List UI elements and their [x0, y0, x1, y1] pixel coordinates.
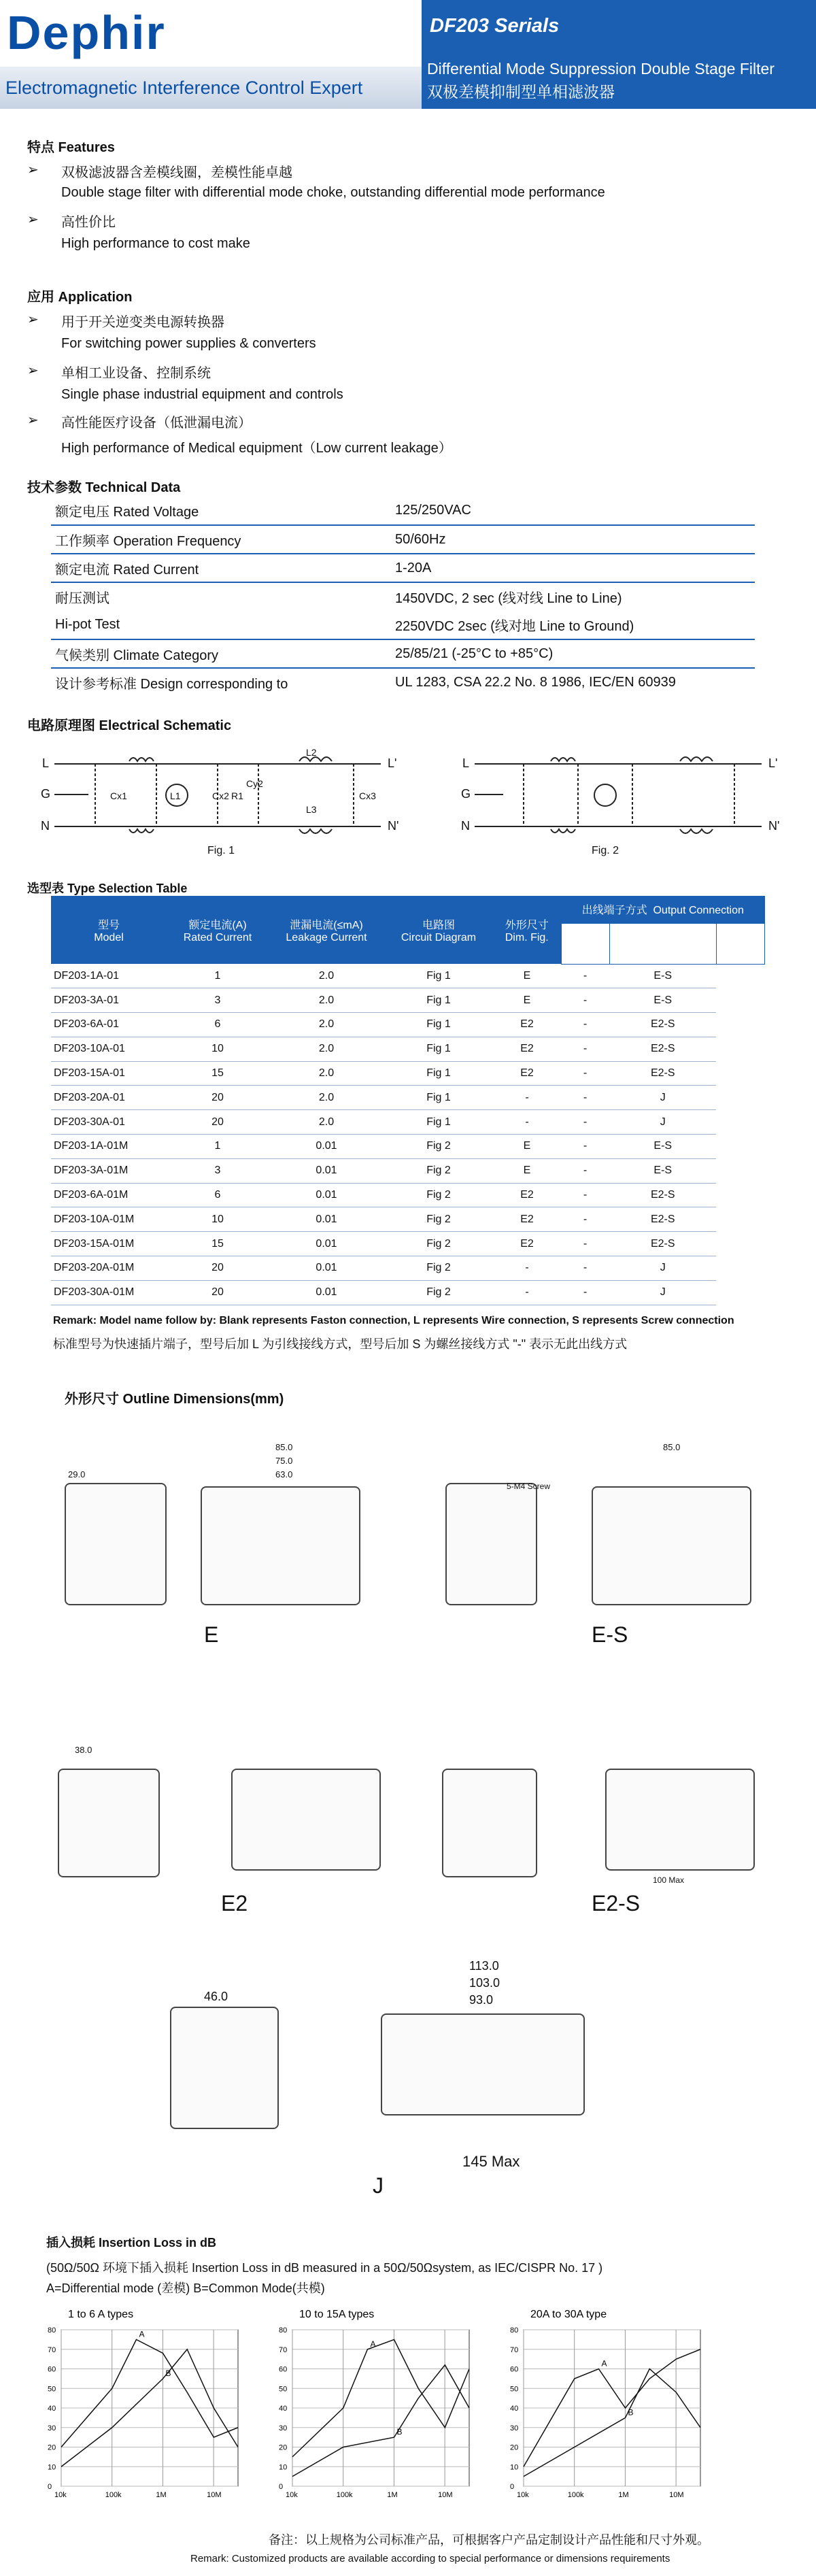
sch1-l3: L3 [306, 804, 317, 815]
y-tick-label: 40 [279, 2405, 288, 2413]
table-cell: - [561, 1232, 609, 1256]
sch1-cx1: Cx1 [110, 790, 127, 801]
y-tick-label: 20 [510, 2443, 519, 2452]
application-3-cn: 高性能医疗设备（低泄漏电流） [61, 416, 252, 431]
table-cell: DF203-20A-01M [51, 1256, 167, 1281]
table-cell: 0.01 [269, 1158, 384, 1183]
table-cell: - [561, 964, 609, 988]
spec-label: Hi-pot Test [55, 617, 120, 632]
table-row [51, 1086, 765, 1110]
y-tick-label: 70 [510, 2345, 519, 2354]
selection-table [51, 896, 765, 1305]
table-cell: DF203-3A-01M [51, 1158, 167, 1183]
dim-label-e2s: E2-S [592, 1891, 641, 1916]
x-tick-label: 10M [438, 2491, 453, 2499]
application-title: 应用 Application [27, 290, 133, 305]
spec-label: 设计参考标准 Design corresponding to [55, 677, 288, 692]
es-side-view [445, 1483, 537, 1605]
sch1-lp: L' [388, 756, 397, 770]
x-tick-label: 1M [618, 2491, 629, 2499]
table-cell: E2 [493, 1207, 561, 1232]
th-model-en: Model [94, 931, 124, 943]
y-tick-label: 0 [510, 2483, 515, 2491]
th-leak-en: Leakage Current [286, 931, 367, 943]
table-cell: - [561, 1037, 609, 1061]
table-row [51, 1232, 765, 1256]
sch1-g: G [41, 787, 51, 801]
x-tick-label: 1M [387, 2491, 398, 2499]
table-cell: 20 [167, 1086, 269, 1110]
schematic-title: 电路原理图 Electrical Schematic [27, 718, 232, 733]
application-1-cn: 用于开关逆变类电源转换器 [61, 315, 224, 330]
series-label: B [628, 2407, 634, 2418]
table-cell: Fig 1 [384, 1110, 493, 1135]
bullet-icon: ➢ [27, 363, 39, 378]
table-cell: DF203-30A-01 [51, 1110, 167, 1135]
feature-2-cn: 高性价比 [61, 215, 116, 230]
th-current-en: Rated Current [183, 931, 252, 943]
table-cell: E [493, 1135, 561, 1159]
footer-en: Remark: Customized products are available according to special performance or dimensions requirements [190, 2553, 670, 2564]
spec-value: 25/85/21 (-25°C to +85°C) [395, 646, 554, 661]
table-cell: 0.01 [269, 1135, 384, 1159]
x-tick-label: 100k [105, 2491, 122, 2499]
bullet-icon: ➢ [27, 312, 39, 327]
y-tick-label: 50 [279, 2385, 288, 2394]
table-cell: E-S [609, 1158, 716, 1183]
table-cell: E2-S [609, 1037, 716, 1061]
table-cell: - [493, 1280, 561, 1305]
table-cell: 2.0 [269, 988, 384, 1013]
table-cell: Fig 1 [384, 1037, 493, 1061]
application-2-en: Single phase industrial equipment and controls [61, 387, 343, 402]
table-row [51, 988, 765, 1013]
table-cell: 3 [167, 1158, 269, 1183]
fig1-label: Fig. 1 [207, 845, 235, 856]
table-row [51, 1158, 765, 1183]
table-cell: 2.0 [269, 964, 384, 988]
table-cell: J [609, 1110, 716, 1135]
table-cell: DF203-15A-01 [51, 1061, 167, 1086]
sch1-l: L [42, 756, 50, 770]
table-cell: 2.0 [269, 1086, 384, 1110]
table-cell: - [561, 1256, 609, 1281]
table-row [51, 1183, 765, 1207]
table-row [51, 1280, 765, 1305]
y-tick-label: 0 [48, 2483, 52, 2491]
table-cell: 2.0 [269, 1037, 384, 1061]
y-tick-label: 30 [279, 2424, 288, 2432]
y-tick-label: 20 [48, 2443, 56, 2452]
table-cell: Fig 2 [384, 1232, 493, 1256]
footer-cn: 备注：以上规格为公司标准产品，可根据客户产品定制设计产品性能和尺寸外观。 [269, 2533, 709, 2547]
x-tick-label: 10M [207, 2491, 222, 2499]
table-cell: - [561, 1158, 609, 1183]
series-label: B [396, 2427, 403, 2437]
series-label: A [601, 2358, 607, 2369]
dim-38: 38.0 [75, 1745, 92, 1755]
j-top-view [381, 2013, 585, 2115]
screw-icon: ▦ [716, 923, 764, 964]
bullet-icon: ➢ [27, 413, 39, 428]
company-logo: Dephir [7, 6, 166, 59]
th-dim-en: Dim. Fig. [505, 931, 549, 943]
feature-1-cn: 双极滤波器含差模线圈，差模性能卓越 [61, 165, 292, 180]
y-tick-label: 60 [510, 2365, 519, 2374]
table-cell: Fig 2 [384, 1280, 493, 1305]
table-cell: - [493, 1110, 561, 1135]
x-tick-label: 100k [336, 2491, 353, 2499]
table-cell: Fig 1 [384, 964, 493, 988]
table-cell: 20 [167, 1256, 269, 1281]
spec-value: 125/250VAC [395, 503, 471, 518]
sch2-np: N' [768, 819, 780, 833]
table-cell: - [561, 1135, 609, 1159]
series-line-B [524, 2369, 700, 2477]
dim-label-j: J [373, 2173, 384, 2198]
table-cell: DF203-30A-01M [51, 1280, 167, 1305]
table-cell: E2 [493, 1232, 561, 1256]
bullet-icon: ➢ [27, 212, 39, 227]
series-line-A [292, 2339, 469, 2457]
table-cell: Fig 2 [384, 1207, 493, 1232]
x-tick-label: 100k [567, 2491, 584, 2499]
table-row [51, 1037, 765, 1061]
th-model-cn: 型号 [97, 919, 120, 931]
dim-label-es: E-S [592, 1622, 628, 1647]
dim-93: 93.0 [469, 1993, 494, 2007]
dims-title: 外形尺寸 Outline Dimensions(mm) [65, 1392, 284, 1407]
selection-title: 选型表 Type Selection Table [27, 882, 188, 895]
table-cell: J [609, 1280, 716, 1305]
application-3-en: High performance of Medical equipment（Low current leakage） [61, 441, 452, 456]
series-label: B [165, 2368, 171, 2378]
tagline: Electromagnetic Interference Control Expert [0, 67, 422, 109]
sch1-cx3: Cx3 [359, 790, 376, 801]
sch1-cx2: Cx2 [212, 790, 229, 801]
spec-label: 额定电压 Rated Voltage [55, 505, 199, 520]
page-header [0, 0, 816, 109]
e2s-top-view [605, 1769, 755, 1871]
th-leak-cn: 泄漏电流(≤mA) [290, 919, 363, 931]
y-tick-label: 60 [279, 2365, 288, 2374]
table-row [51, 964, 765, 988]
table-cell: DF203-6A-01 [51, 1013, 167, 1037]
table-cell: E2-S [609, 1207, 716, 1232]
table-cell: 10 [167, 1037, 269, 1061]
series-line-B [292, 2365, 469, 2477]
selection-remark-cn: 标准型号为快速插片端子，型号后加 L 为引线接线方式，型号后加 S 为螺丝接线方式 "-" 表示无此出线方式 [53, 1337, 628, 1351]
dim-29: 29.0 [68, 1469, 86, 1479]
insertion-title: 插入损耗 Insertion Loss in dB [46, 2236, 217, 2249]
table-cell: 1 [167, 964, 269, 988]
table-cell: Fig 1 [384, 1013, 493, 1037]
y-tick-label: 70 [48, 2345, 56, 2354]
table-cell: Fig 1 [384, 1086, 493, 1110]
table-cell: E [493, 1158, 561, 1183]
bullet-icon: ➢ [27, 163, 39, 178]
wire-icon: ⏚ [609, 923, 716, 964]
spec-value: 2250VDC 2sec (线对地 Line to Ground) [395, 619, 634, 634]
table-cell: 1 [167, 1135, 269, 1159]
table-cell: E [493, 988, 561, 1013]
table-cell: - [493, 1256, 561, 1281]
sch2-g: G [461, 787, 471, 801]
table-cell: 20 [167, 1110, 269, 1135]
series-line-A [61, 2339, 238, 2447]
table-cell: 6 [167, 1013, 269, 1037]
table-row [51, 1135, 765, 1159]
product-subtitle [422, 53, 816, 109]
subtitle-cn: 双极差模抑制型单相滤波器 [427, 83, 615, 101]
table-cell: 0.01 [269, 1256, 384, 1281]
table-cell: E2 [493, 1037, 561, 1061]
x-tick-label: 10M [669, 2491, 684, 2499]
table-cell: Fig 2 [384, 1158, 493, 1183]
selection-remark-en: Remark: Model name follow by: Blank represents Faston connection, L represents Wire connection, S represents Screw connection [53, 1315, 734, 1326]
table-cell: 15 [167, 1061, 269, 1086]
table-cell: - [561, 1086, 609, 1110]
sch2-lp: L' [768, 756, 778, 770]
table-cell: J [609, 1256, 716, 1281]
insertion-modes: A=Differential mode (差模) B=Common Mode(共模) [46, 2281, 325, 2295]
e2-side-view [58, 1769, 160, 1877]
table-cell: - [493, 1086, 561, 1110]
y-tick-label: 50 [510, 2385, 519, 2394]
features-title: 特点 Features [27, 140, 115, 155]
table-cell: Fig 1 [384, 988, 493, 1013]
spec-label: 额定电流 Rated Current [55, 562, 199, 578]
table-cell: Fig 2 [384, 1135, 493, 1159]
table-cell: - [561, 1110, 609, 1135]
y-tick-label: 0 [279, 2483, 284, 2491]
dim-63: 63.0 [275, 1469, 293, 1479]
th-output-cn: 出线端子方式 [581, 905, 647, 917]
spec-value: 1-20A [395, 560, 432, 575]
dim-75: 75.0 [275, 1456, 293, 1466]
table-cell: 15 [167, 1232, 269, 1256]
spec-label: 工作频率 Operation Frequency [55, 533, 241, 549]
table-cell: DF203-1A-01M [51, 1135, 167, 1159]
application-1-en: For switching power supplies & converters [61, 336, 316, 351]
series-label: A [139, 2329, 145, 2339]
table-cell: E2 [493, 1061, 561, 1086]
table-cell: 2.0 [269, 1061, 384, 1086]
y-tick-label: 60 [48, 2365, 56, 2374]
table-cell: Fig 2 [384, 1183, 493, 1207]
tech-title: 技术参数 Technical Data [27, 480, 181, 495]
th-current-cn: 额定电流(A) [188, 919, 247, 931]
x-tick-label: 10k [517, 2491, 529, 2499]
dim-label-e: E [204, 1622, 219, 1647]
table-cell: 2.0 [269, 1110, 384, 1135]
table-cell: DF203-10A-01 [51, 1037, 167, 1061]
table-cell: 0.01 [269, 1280, 384, 1305]
x-tick-label: 10k [286, 2491, 298, 2499]
table-cell: E-S [609, 988, 716, 1013]
tech-table [51, 497, 755, 697]
sch1-r1: R1 [231, 790, 243, 801]
table-row [51, 1207, 765, 1232]
th-output-en: Output Connection [653, 905, 744, 917]
table-cell: - [561, 1207, 609, 1232]
insertion-chart-3 [510, 2309, 700, 2499]
e2s-side-view [442, 1769, 537, 1877]
table-cell: E-S [609, 1135, 716, 1159]
y-tick-label: 80 [279, 2326, 288, 2335]
subtitle-en: Differential Mode Suppression Double Stage Filter [427, 60, 775, 78]
dim-100-max: 100 Max [653, 1875, 685, 1885]
sch1-n: N [41, 819, 50, 833]
table-cell: 0.01 [269, 1183, 384, 1207]
e-top-view [201, 1486, 360, 1605]
table-row [51, 1110, 765, 1135]
insertion-chart-1 [48, 2309, 238, 2499]
th-circuit-en: Circuit Diagram [401, 931, 477, 943]
sch1-cy2: Cy2 [246, 778, 263, 789]
dim-46: 46.0 [204, 1990, 228, 2003]
spec-value: UL 1283, CSA 22.2 No. 8 1986, IEC/EN 60939 [395, 675, 676, 690]
feature-1-en: Double stage filter with differential mode choke, outstanding differential mode performance [61, 185, 605, 200]
e-side-view [65, 1483, 167, 1605]
table-cell: 0.01 [269, 1232, 384, 1256]
y-tick-label: 30 [510, 2424, 519, 2432]
table-cell: - [561, 1280, 609, 1305]
y-tick-label: 50 [48, 2385, 56, 2394]
y-tick-label: 80 [510, 2326, 519, 2335]
y-tick-label: 80 [48, 2326, 56, 2335]
y-tick-label: 30 [48, 2424, 56, 2432]
y-tick-label: 10 [279, 2463, 288, 2472]
j-side-view [170, 2007, 279, 2129]
sch1-l2: L2 [306, 747, 317, 758]
table-cell: E [493, 964, 561, 988]
table-cell: 0.01 [269, 1207, 384, 1232]
fig2-label: Fig. 2 [592, 845, 619, 856]
sch2-l: L [462, 756, 470, 770]
dim-label-e2: E2 [221, 1891, 248, 1916]
insertion-chart-2 [279, 2309, 469, 2499]
table-cell: E2-S [609, 1061, 716, 1086]
dim-145-max: 145 Max [462, 2153, 520, 2170]
table-cell: J [609, 1086, 716, 1110]
table-cell: - [561, 1183, 609, 1207]
y-tick-label: 20 [279, 2443, 288, 2452]
x-tick-label: 1M [156, 2491, 167, 2499]
feature-2-en: High performance to cost make [61, 236, 250, 251]
dim-85: 85.0 [275, 1442, 293, 1452]
sch1-l1: L1 [170, 790, 181, 801]
table-cell: 6 [167, 1183, 269, 1207]
insertion-loss-charts [41, 2309, 775, 2513]
spec-value: 1450VDC, 2 sec (线对线 Line to Line) [395, 591, 622, 606]
dim-103: 103.0 [469, 1976, 500, 1990]
insertion-desc: (50Ω/50Ω 环境下插入损耗 Insertion Loss in dB measured in a 50Ω/50Ωsystem, as IEC/CISPR No. 17 ) [46, 2261, 603, 2275]
y-tick-label: 70 [279, 2345, 288, 2354]
es-top-view [592, 1486, 751, 1605]
table-cell: E2-S [609, 1183, 716, 1207]
chart-title: 1 to 6 A types [68, 2309, 134, 2320]
y-tick-label: 10 [510, 2463, 519, 2472]
series-label: A [370, 2339, 376, 2349]
table-cell: E2-S [609, 1232, 716, 1256]
table-cell: 3 [167, 988, 269, 1013]
dim-113: 113.0 [469, 1959, 499, 1973]
spec-label: 气候类别 Climate Category [55, 648, 219, 663]
table-row [51, 1013, 765, 1037]
table-cell: - [561, 1061, 609, 1086]
table-row [51, 1256, 765, 1281]
table-cell: Fig 2 [384, 1256, 493, 1281]
sch2-n: N [461, 819, 470, 833]
spec-label: 耐压测试 [55, 591, 109, 606]
table-cell: - [561, 988, 609, 1013]
application-2-cn: 单相工业设备、控制系统 [61, 366, 211, 381]
th-circuit-cn: 电路图 [422, 919, 455, 931]
table-cell: Fig 1 [384, 1061, 493, 1086]
table-cell: E2-S [609, 1013, 716, 1037]
faston-icon: ▣ [561, 923, 609, 964]
y-tick-label: 10 [48, 2463, 56, 2472]
dim-85: 85.0 [663, 1442, 681, 1452]
table-cell: - [561, 1013, 609, 1037]
table-cell: 10 [167, 1207, 269, 1232]
x-tick-label: 10k [54, 2491, 67, 2499]
table-cell: DF203-10A-01M [51, 1207, 167, 1232]
schematic-diagrams [34, 745, 789, 860]
chart-title: 20A to 30A type [530, 2309, 607, 2320]
table-cell: DF203-15A-01M [51, 1232, 167, 1256]
table-cell: E2 [493, 1183, 561, 1207]
e2-top-view [231, 1769, 381, 1871]
table-cell: DF203-20A-01 [51, 1086, 167, 1110]
table-cell: DF203-1A-01 [51, 964, 167, 988]
y-tick-label: 40 [510, 2405, 519, 2413]
series-title: DF203 Serials [422, 0, 816, 53]
th-dim-cn: 外形尺寸 [505, 919, 549, 931]
table-cell: 20 [167, 1280, 269, 1305]
sch1-np: N' [388, 819, 399, 833]
dim-m4-screw: 5-M4 Screw [507, 1482, 551, 1491]
table-cell: 2.0 [269, 1013, 384, 1037]
table-cell: DF203-3A-01 [51, 988, 167, 1013]
table-cell: E2 [493, 1013, 561, 1037]
chart-title: 10 to 15A types [299, 2309, 375, 2320]
table-row [51, 1061, 765, 1086]
table-cell: DF203-6A-01M [51, 1183, 167, 1207]
spec-value: 50/60Hz [395, 531, 446, 547]
y-tick-label: 40 [48, 2405, 56, 2413]
table-cell: E-S [609, 964, 716, 988]
